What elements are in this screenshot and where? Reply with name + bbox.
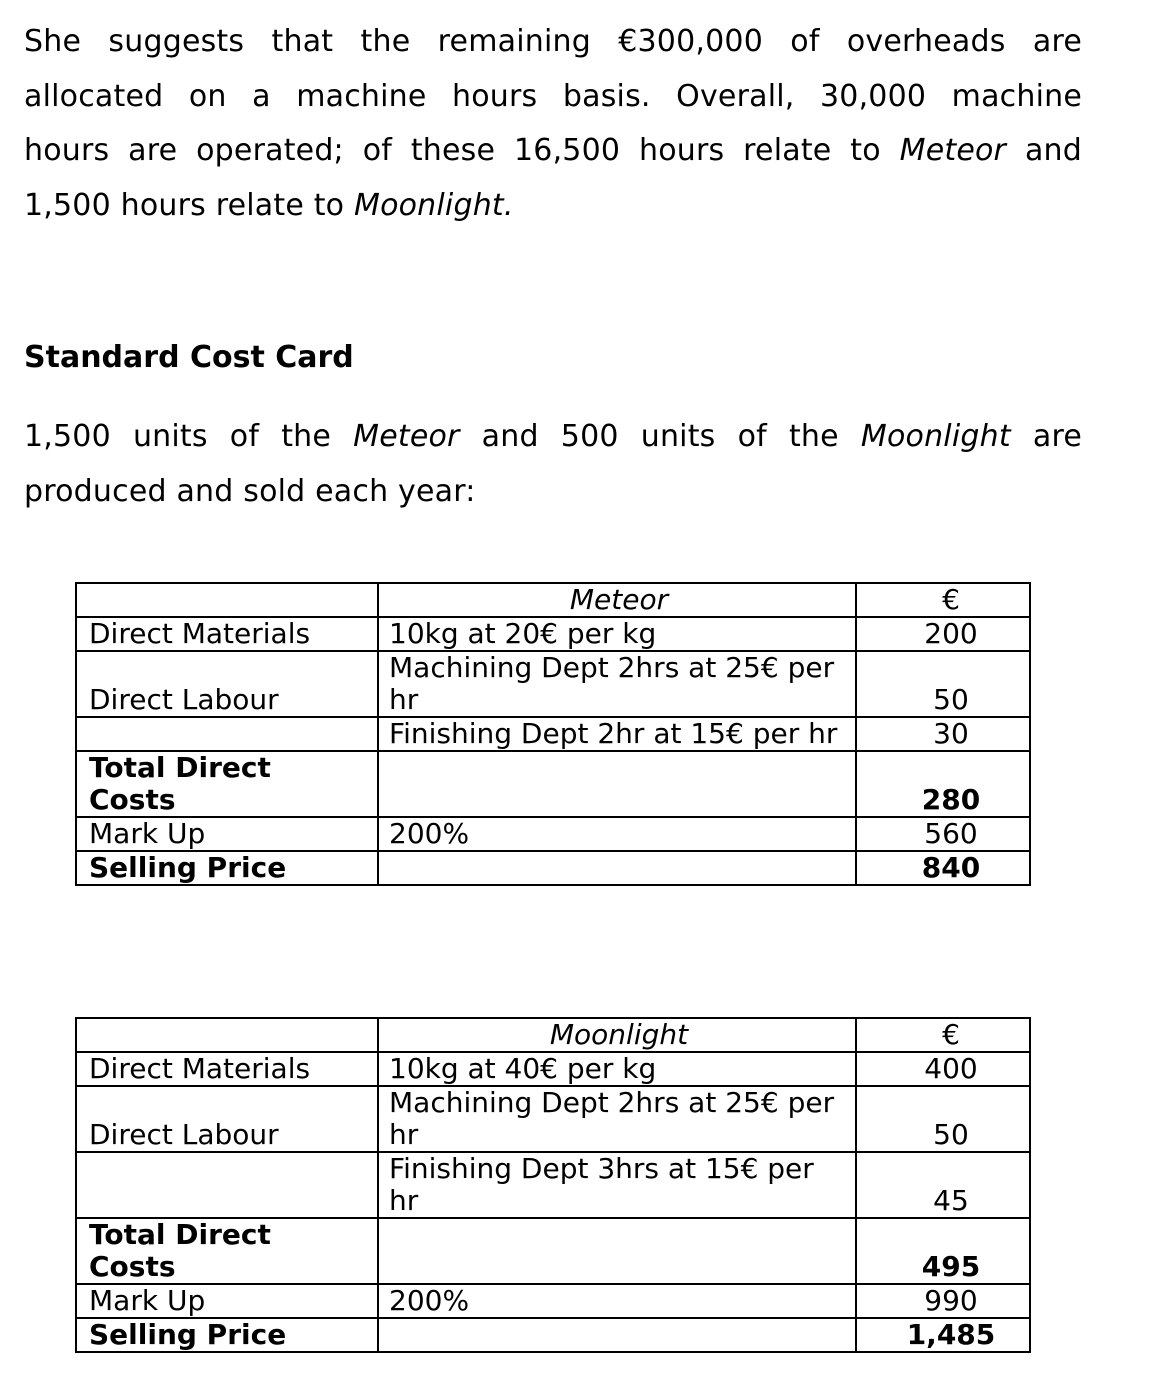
detail-line: Finishing Dept 3hrs at 15€ per [389,1152,814,1185]
row-amount: 495 [856,1218,1030,1284]
product-name: Moonlight. [353,187,514,223]
row-detail [378,851,856,885]
table-row [76,1152,1030,1218]
product-name: Moonlight [860,419,1011,454]
table-row [76,817,1030,851]
label-line: Total Direct [89,751,271,784]
row-amount: 560 [856,817,1030,851]
row-amount: 30 [856,717,1030,751]
text-fragment: hours are operated; of these 16,500 hours relate to [24,133,881,168]
product-header: Moonlight [378,1018,856,1052]
row-label: Direct Materials [76,1052,378,1086]
paragraph-line [24,179,1082,234]
row-label: Direct Labour [76,1086,378,1152]
paragraph-line: She suggests that the remaining €300,000 of overheads are [24,24,1082,59]
label-line: Costs [89,1250,176,1283]
row-detail [378,651,856,717]
text-fragment: and 500 units of the [481,419,839,454]
row-label: Selling Price [76,851,378,885]
row-label: Mark Up [76,817,378,851]
row-detail: 200% [378,817,856,851]
row-detail [378,1086,856,1152]
table-row [76,651,1030,717]
label-line: Total Direct [89,1218,271,1251]
row-label: Mark Up [76,1284,378,1318]
row-detail [378,1218,856,1284]
row-amount: 50 [856,1086,1030,1152]
row-label: Selling Price [76,1318,378,1352]
text-fragment: and [1024,133,1082,168]
table-header-row [76,583,1030,617]
table-cell [76,1018,378,1052]
paragraph-line [24,410,1082,465]
row-detail [378,1318,856,1352]
row-amount: 990 [856,1284,1030,1318]
overheads-paragraph [24,15,1082,233]
section-heading: Standard Cost Card [24,340,354,375]
table-row [76,751,1030,817]
label-line: Costs [89,783,176,816]
row-amount: 45 [856,1152,1030,1218]
row-amount: 840 [856,851,1030,885]
table-row [76,1218,1030,1284]
row-label: Direct Labour [76,651,378,717]
row-amount: 200 [856,617,1030,651]
row-detail [378,1152,856,1218]
table-row [76,1284,1030,1318]
row-detail: Finishing Dept 2hr at 15€ per hr [378,717,856,751]
text-fragment: are [1032,419,1083,454]
detail-line: hr [389,1184,419,1217]
row-detail [378,751,856,817]
row-label [76,1152,378,1218]
row-detail: 10kg at 40€ per kg [378,1052,856,1086]
row-label [76,1218,378,1284]
row-label [76,717,378,751]
text-fragment: 1,500 hours relate to [24,187,345,223]
detail-line: hr [389,1118,419,1151]
text-fragment: 1,500 units of the [24,419,332,454]
product-header: Meteor [378,583,856,617]
currency-header: € [856,583,1030,617]
table-row [76,717,1030,751]
row-amount: 280 [856,751,1030,817]
production-paragraph [24,410,1082,519]
product-name: Meteor [353,419,460,454]
table-row [76,1086,1030,1152]
table-row [76,1052,1030,1086]
currency-header: € [856,1018,1030,1052]
row-label [76,751,378,817]
paragraph-line: allocated on a machine hours basis. Overall, 30,000 machine [24,78,1082,114]
table-row [76,1318,1030,1352]
meteor-cost-card-table [75,582,1031,886]
row-detail: 200% [378,1284,856,1318]
detail-line: Machining Dept 2hrs at 25€ per [389,1086,835,1119]
row-amount: 400 [856,1052,1030,1086]
product-name: Meteor [899,133,1007,168]
row-amount: 1,485 [856,1318,1030,1352]
row-amount: 50 [856,651,1030,717]
table-row [76,617,1030,651]
moonlight-cost-card-table [75,1017,1031,1353]
detail-line: Machining Dept 2hrs at 25€ per [389,651,835,684]
row-label: Direct Materials [76,617,378,651]
table-header-row [76,1018,1030,1052]
detail-line: hr [389,683,419,716]
paragraph-line: produced and sold each year: [24,473,476,509]
table-row [76,851,1030,885]
row-detail: 10kg at 20€ per kg [378,617,856,651]
paragraph-line [24,124,1082,179]
table-cell [76,583,378,617]
